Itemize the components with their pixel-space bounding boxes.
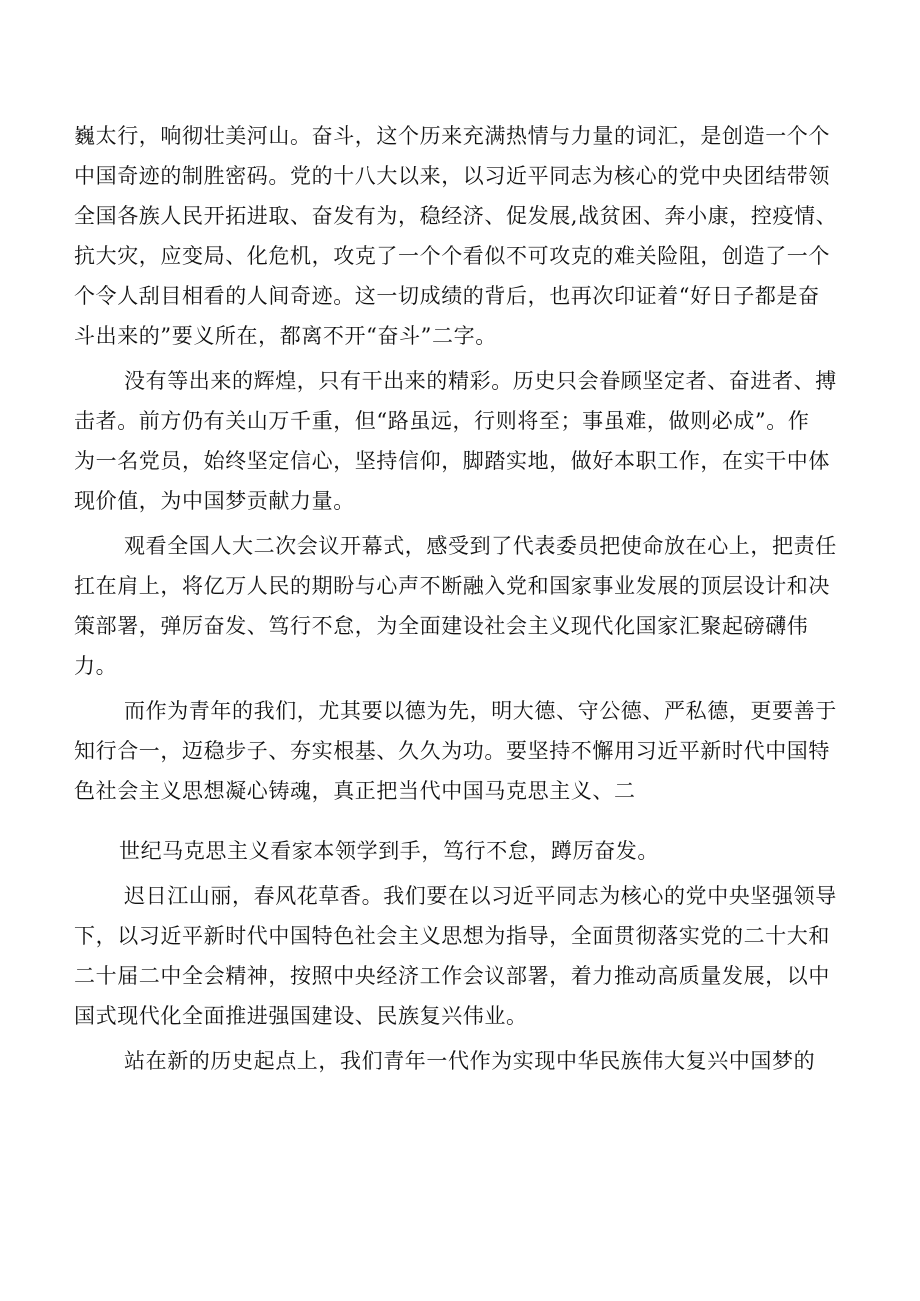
- text-line: 色社会主义思想凝心铸魂，真正把当代中国马克思主义、二: [74, 779, 636, 803]
- text-line: 斗出来的”要义所在，都离不开“奋斗”二字。: [74, 324, 497, 348]
- text-line: 扛在肩上，将亿万人民的期盼与心声不断融入党和国家事业发展的顶层设计和决: [74, 574, 830, 598]
- text-line: 个令人刮目相看的人间奇迹。这一切成绩的背后，也再次印证着“好日子都是奋: [74, 284, 820, 308]
- text-line: 国式现代化全面推进强国建设、民族复兴伟业。: [74, 1004, 528, 1028]
- text-line: 二十届二中全会精神，按照中央经济工作会议部署，着力推动高质量发展，以中: [74, 964, 830, 988]
- text-line: 下，以习近平新时代中国特色社会主义思想为指导，全面贯彻落实党的二十大和: [74, 924, 830, 948]
- text-line: 现价值，为中国梦贡献力量。: [74, 489, 355, 513]
- text-line: 知行合一，迈稳步子、夯实根基、久久为功。要坚持不懈用习近平新时代中国特: [74, 739, 830, 763]
- text-line: 迟日江山丽，春风花草香。我们要在以习近平同志为核心的党中央坚强领导: [124, 884, 837, 908]
- text-line: 巍太行，响彻壮美河山。奋斗，这个历来充满热情与力量的词汇，是创造一个个: [74, 124, 830, 148]
- text-line: 全国各族人民开拓进取、奋发有为，稳经济、促发展,战贫困、奔小康，控疫情、: [74, 204, 838, 228]
- text-line: 没有等出来的辉煌，只有干出来的精彩。历史只会眷顾坚定者、奋进者、搏: [124, 369, 837, 393]
- text-line: 站在新的历史起点上，我们青年一代作为实现中华民族伟大复兴中国梦的: [124, 1049, 816, 1073]
- text-line: 力。: [74, 654, 118, 678]
- text-line: 世纪马克思主义看家本领学到手，笃行不怠，蹲厉奋发。: [119, 839, 659, 863]
- text-line: 为一名党员，始终坚定信心，坚持信仰，脚踏实地，做好本职工作，在实干中体: [74, 449, 830, 473]
- text-line: 抗大灾，应变局、化危机，攻克了一个个看似不可攻克的难关险阻，创造了一个: [74, 244, 830, 268]
- text-line: 中国奇迹的制胜密码。党的十八大以来，以习近平同志为核心的党中央团结带领: [74, 164, 830, 188]
- text-line: 观看全国人大二次会议开幕式，感受到了代表委员把使命放在心上，把责任: [124, 534, 837, 558]
- text-line: 击者。前方仍有关山万千重，但“路虽远，行则将至；事虽难，做则必成”。作: [74, 409, 810, 433]
- text-line: 策部署，弹厉奋发、笃行不怠，为全面建设社会主义现代化国家汇聚起磅礴伟: [74, 614, 809, 638]
- text-line: 而作为青年的我们，尤其要以德为先，明大德、守公德、严私德，更要善于: [124, 699, 837, 723]
